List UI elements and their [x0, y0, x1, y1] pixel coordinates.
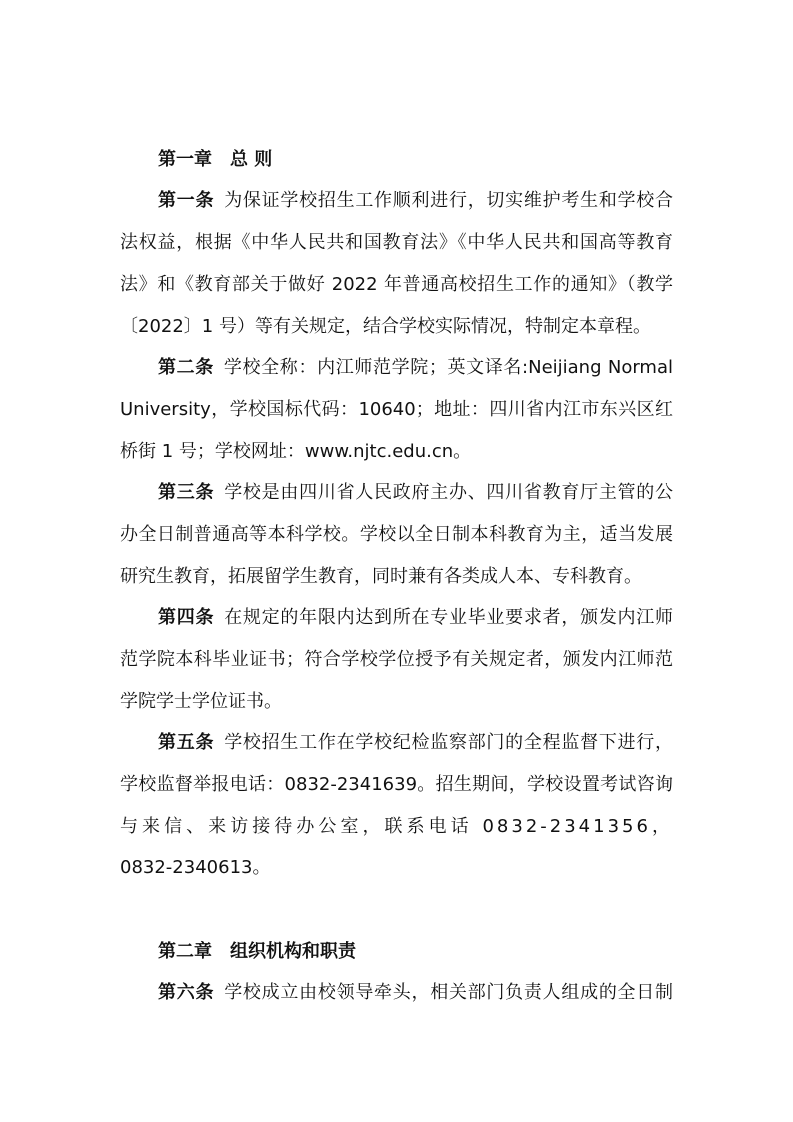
article-1-line-4: 〔2022〕1 号）等有关规定，结合学校实际情况，特制定本章程。 — [120, 316, 651, 337]
chapter-1-title: 总 则 — [230, 149, 273, 170]
article-2-text-1: 学校全称：内江师范学院；英文译名:Neijiang Normal — [223, 357, 673, 378]
article-4-label: 第四条 — [158, 607, 215, 628]
article-1-label: 第一条 — [158, 190, 215, 211]
chapter-2-title: 组织机构和职责 — [230, 941, 356, 962]
article-3-line-2: 办全日制普通高等本科学校。学校以全日制本科教育为主，适当发展 — [120, 524, 673, 545]
article-6-text-1: 学校成立由校领导牵头，相关部门负责人组成的全日制 — [224, 982, 673, 1003]
article-2-line-3: 桥街 1 号；学校网址：www.njtc.edu.cn。 — [120, 441, 472, 462]
article-1-line-3: 法》和《教育部关于做好 2022 年普通高校招生工作的通知》（教学 — [120, 274, 673, 295]
article-4-line-1 — [158, 606, 673, 630]
chapter-2-heading — [158, 940, 711, 964]
article-5-label: 第五条 — [158, 732, 215, 753]
chapter-1-label: 第一章 — [158, 149, 212, 170]
article-2-line-2: University，学校国标代码：10640；地址：四川省内江市东兴区红 — [120, 399, 673, 420]
article-5-line-4: 0832-2340613。 — [120, 857, 271, 878]
article-3-text-1: 学校是由四川省人民政府主办、四川省教育厅主管的公 — [224, 482, 673, 503]
article-3-line-1 — [158, 481, 673, 505]
article-4-line-2: 范学院本科毕业证书；符合学校学位授予有关规定者，颁发内江师范 — [120, 649, 673, 670]
article-5-text-1: 学校招生工作在学校纪检监察部门的全程监督下进行， — [224, 732, 673, 753]
article-4-line-3: 学院学士学位证书。 — [120, 691, 282, 712]
article-5-line-2: 学校监督举报电话：0832-2341639。招生期间，学校设置考试咨询 — [120, 774, 673, 795]
article-6-label: 第六条 — [158, 982, 215, 1003]
article-2-line-1 — [158, 356, 673, 380]
article-1-line-1 — [158, 189, 673, 213]
article-3-line-3: 研究生教育，拓展留学生教育，同时兼有各类成人本、专科教育。 — [120, 566, 642, 587]
article-4-text-1: 在规定的年限内达到所在专业毕业要求者，颁发内江师 — [224, 607, 673, 628]
article-5-line-1 — [158, 731, 673, 755]
chapter-1-heading — [158, 148, 711, 172]
article-6-line-1 — [158, 981, 673, 1005]
article-3-label: 第三条 — [158, 482, 215, 503]
article-1-line-2: 法权益，根据《中华人民共和国教育法》《中华人民共和国高等教育 — [120, 232, 673, 253]
article-1-text-1: 为保证学校招生工作顺利进行，切实维护考生和学校合 — [224, 190, 673, 211]
article-5-line-3: 与来信、来访接待办公室，联系电话 0832-2341356， — [120, 816, 673, 837]
chapter-2-label: 第二章 — [158, 941, 212, 962]
article-2-label: 第二条 — [158, 357, 214, 378]
